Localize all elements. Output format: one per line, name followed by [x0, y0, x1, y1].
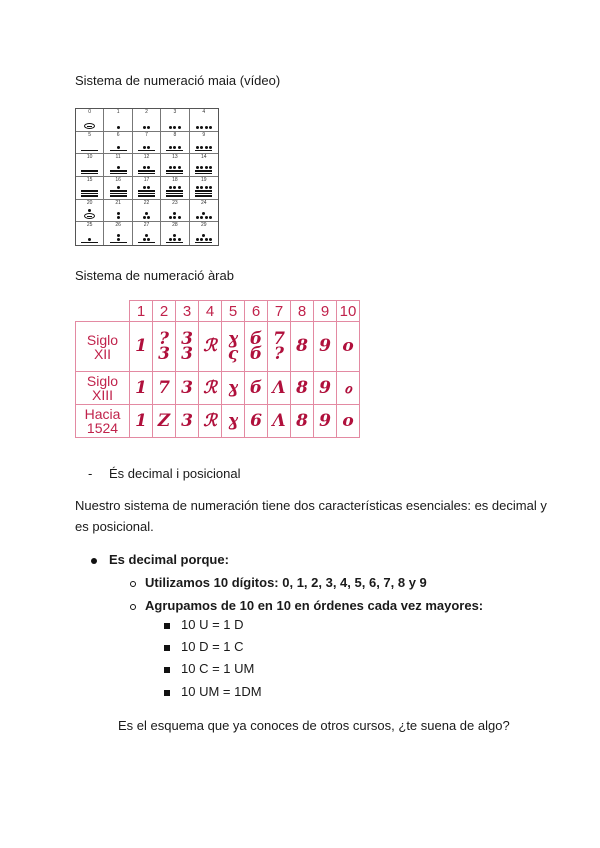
square-bullet-icon [164, 690, 170, 696]
column-header: 6 [245, 301, 268, 322]
maya-number-label: 5 [88, 131, 92, 138]
maya-cell [190, 132, 218, 155]
maya-glyph [104, 126, 131, 129]
maya-number-label: 8 [173, 131, 177, 138]
maya-cell [133, 200, 161, 223]
dash-bullet: - [88, 466, 93, 481]
maya-glyph [104, 166, 131, 174]
hollow-bullet-icon [130, 581, 136, 587]
maya-glyph [161, 186, 188, 196]
maya-glyph [76, 170, 103, 174]
numeral-glyph: o [337, 405, 360, 438]
maya-cell [76, 222, 104, 245]
numeral-glyph: 3 3 [176, 322, 199, 372]
maya-cell [104, 200, 132, 223]
column-header: 8 [291, 301, 314, 322]
maya-cell [76, 132, 104, 155]
maya-number-label: 7 [145, 131, 148, 138]
numeral-glyph: ɣ [222, 405, 245, 438]
maya-number-label: 20 [86, 199, 93, 206]
maya-number-label: 16 [115, 176, 121, 183]
numeral-glyph: ℛ [199, 322, 222, 372]
maya-cell [76, 154, 104, 177]
maya-number-label: 3 [173, 109, 177, 115]
maya-glyph [190, 146, 218, 151]
numeral-glyph: 7 [153, 372, 176, 405]
numeral-glyph: 3 [176, 372, 199, 405]
maya-cell [133, 109, 161, 132]
maya-number-label: 18 [172, 176, 178, 183]
arab-numeral-table [75, 300, 360, 438]
maya-glyph [190, 166, 218, 174]
maya-glyph [104, 234, 131, 243]
corner-cell [76, 301, 130, 322]
maya-cell [161, 200, 189, 223]
maya-number-label: 26 [115, 222, 121, 229]
numeral-glyph: ɣ ς [222, 322, 245, 372]
maya-glyph [104, 146, 131, 151]
table-row [76, 372, 360, 405]
maya-cell [76, 200, 104, 223]
row-label: Siglo XIII [76, 372, 130, 405]
numeral-glyph: 6 [245, 405, 268, 438]
filled-bullet-icon [91, 558, 97, 564]
maya-cell [104, 222, 132, 245]
maya-glyph [190, 186, 218, 196]
numeral-glyph: 9 [314, 322, 337, 372]
dash-item-text: És decimal i posicional [109, 466, 241, 481]
maya-glyph [133, 234, 160, 243]
hollow-bullet-icon [130, 604, 136, 610]
maya-glyph [161, 234, 188, 243]
maya-cell [190, 200, 218, 223]
maya-cell [190, 109, 218, 132]
maya-glyph [76, 150, 103, 151]
maya-cell [104, 109, 132, 132]
numeral-glyph: ℴ [337, 372, 360, 405]
list-level3-item: 10 UM = 1DM [181, 684, 262, 699]
maya-glyph [133, 186, 160, 196]
numeral-glyph: 8 [291, 405, 314, 438]
maya-shell-icon [84, 213, 95, 219]
closing-question: Es el esquema que ya conoces de otros cursos, ¿te suena de algo? [118, 718, 510, 733]
numeral-glyph: 3 [176, 405, 199, 438]
column-header: 1 [130, 301, 153, 322]
maya-cell [76, 109, 104, 132]
list-level2-grouping: Agrupamos de 10 en 10 en órdenes cada vez mayores: [145, 598, 484, 613]
numeral-glyph: Λ [268, 372, 291, 405]
numeral-glyph: ɣ [222, 372, 245, 405]
column-header: 4 [199, 301, 222, 322]
maya-glyph [133, 166, 160, 174]
maya-glyph [161, 212, 188, 219]
maya-glyph [161, 146, 188, 151]
column-header: 2 [153, 301, 176, 322]
maya-glyph [190, 234, 218, 243]
maya-glyph [133, 212, 160, 219]
maya-cell [76, 177, 104, 200]
maya-cell [104, 132, 132, 155]
paragraph-line-2: es posicional. [75, 519, 154, 534]
maya-heading: Sistema de numeració maia (vídeo) [75, 73, 281, 88]
maya-glyph [76, 123, 103, 129]
maya-cell [104, 177, 132, 200]
maya-glyph [76, 209, 103, 219]
maya-shell-icon [84, 123, 95, 129]
maya-number-label: 24 [201, 199, 207, 206]
numeral-glyph: 1 [130, 372, 153, 405]
numeral-glyph: 1 [130, 405, 153, 438]
square-bullet-icon [164, 667, 170, 673]
list-level3-item: 10 C = 1 UM [181, 661, 255, 676]
maya-number-label: 29 [201, 222, 207, 229]
maya-glyph [104, 186, 131, 196]
numeral-glyph: ? 3 [153, 322, 176, 372]
maya-cell [161, 177, 189, 200]
maya-number-label: 12 [143, 154, 150, 161]
maya-glyph [76, 238, 103, 243]
table-row [76, 322, 360, 372]
row-label: Siglo XII [76, 322, 130, 372]
maya-cell [133, 222, 161, 245]
maya-number-label: 15 [86, 176, 93, 183]
arab-heading: Sistema de numeració àrab [75, 268, 234, 283]
square-bullet-icon [164, 645, 170, 651]
maya-numeral-table [75, 108, 219, 246]
maya-number-label: 17 [143, 176, 150, 183]
column-header: 3 [176, 301, 199, 322]
maya-number-label: 1 [116, 109, 120, 115]
maya-glyph [76, 190, 103, 196]
maya-number-label: 25 [86, 222, 93, 229]
maya-number-label: 14 [201, 154, 207, 161]
numeral-glyph: Z [153, 405, 176, 438]
numeral-glyph: o [337, 322, 360, 372]
maya-number-label: 23 [172, 199, 178, 206]
table-row [76, 405, 360, 438]
maya-number-label: 6 [116, 131, 120, 138]
list-level1: Es decimal porque: [109, 552, 229, 567]
numeral-glyph: Λ [268, 405, 291, 438]
maya-number-label: 11 [115, 154, 121, 161]
numeral-glyph: б [245, 372, 268, 405]
maya-cell [190, 177, 218, 200]
maya-cell [161, 109, 189, 132]
maya-number-label: 27 [143, 222, 150, 229]
maya-cell [161, 132, 189, 155]
maya-number-label: 22 [143, 199, 150, 206]
maya-number-label: 9 [202, 131, 206, 138]
maya-number-label: 2 [145, 109, 148, 115]
numeral-glyph: б б [245, 322, 268, 372]
maya-number-label: 19 [201, 176, 207, 183]
column-header: 10 [337, 301, 360, 322]
list-level3-item: 10 U = 1 D [181, 617, 244, 632]
maya-cell [133, 154, 161, 177]
square-bullet-icon [164, 623, 170, 629]
numeral-glyph: 8 [291, 372, 314, 405]
column-header: 7 [268, 301, 291, 322]
numeral-glyph: ℛ [199, 372, 222, 405]
numeral-glyph: 8 [291, 322, 314, 372]
maya-number-label: 4 [202, 109, 206, 115]
numeral-glyph: ℛ [199, 405, 222, 438]
numeral-glyph: 9 [314, 372, 337, 405]
maya-glyph [190, 126, 218, 129]
maya-glyph [161, 126, 188, 129]
row-label: Hacia 1524 [76, 405, 130, 438]
maya-cell [104, 154, 132, 177]
maya-cell [190, 222, 218, 245]
maya-cell [133, 177, 161, 200]
maya-glyph [133, 126, 160, 129]
maya-number-label: 28 [172, 222, 178, 229]
numeral-glyph: 7 ? [268, 322, 291, 372]
maya-cell [190, 154, 218, 177]
numeral-glyph: 1 [130, 322, 153, 372]
column-header: 9 [314, 301, 337, 322]
paragraph-line-1: Nuestro sistema de numeración tiene dos características esenciales: es decimal y [75, 498, 547, 513]
maya-glyph [104, 212, 131, 219]
maya-cell [133, 132, 161, 155]
numeral-glyph: 9 [314, 405, 337, 438]
maya-glyph [161, 166, 188, 174]
maya-number-label: 13 [172, 154, 178, 161]
column-header: 5 [222, 301, 245, 322]
maya-cell [161, 154, 189, 177]
maya-number-label: 0 [88, 109, 92, 115]
maya-glyph [190, 212, 218, 219]
maya-number-label: 10 [86, 154, 93, 161]
list-level3-item: 10 D = 1 C [181, 639, 244, 654]
maya-glyph [133, 146, 160, 151]
maya-number-label: 21 [115, 199, 121, 206]
maya-cell [161, 222, 189, 245]
list-level2-digits: Utilizamos 10 dígitos: 0, 1, 2, 3, 4, 5, 6, 7, 8 y 9 [145, 575, 427, 590]
